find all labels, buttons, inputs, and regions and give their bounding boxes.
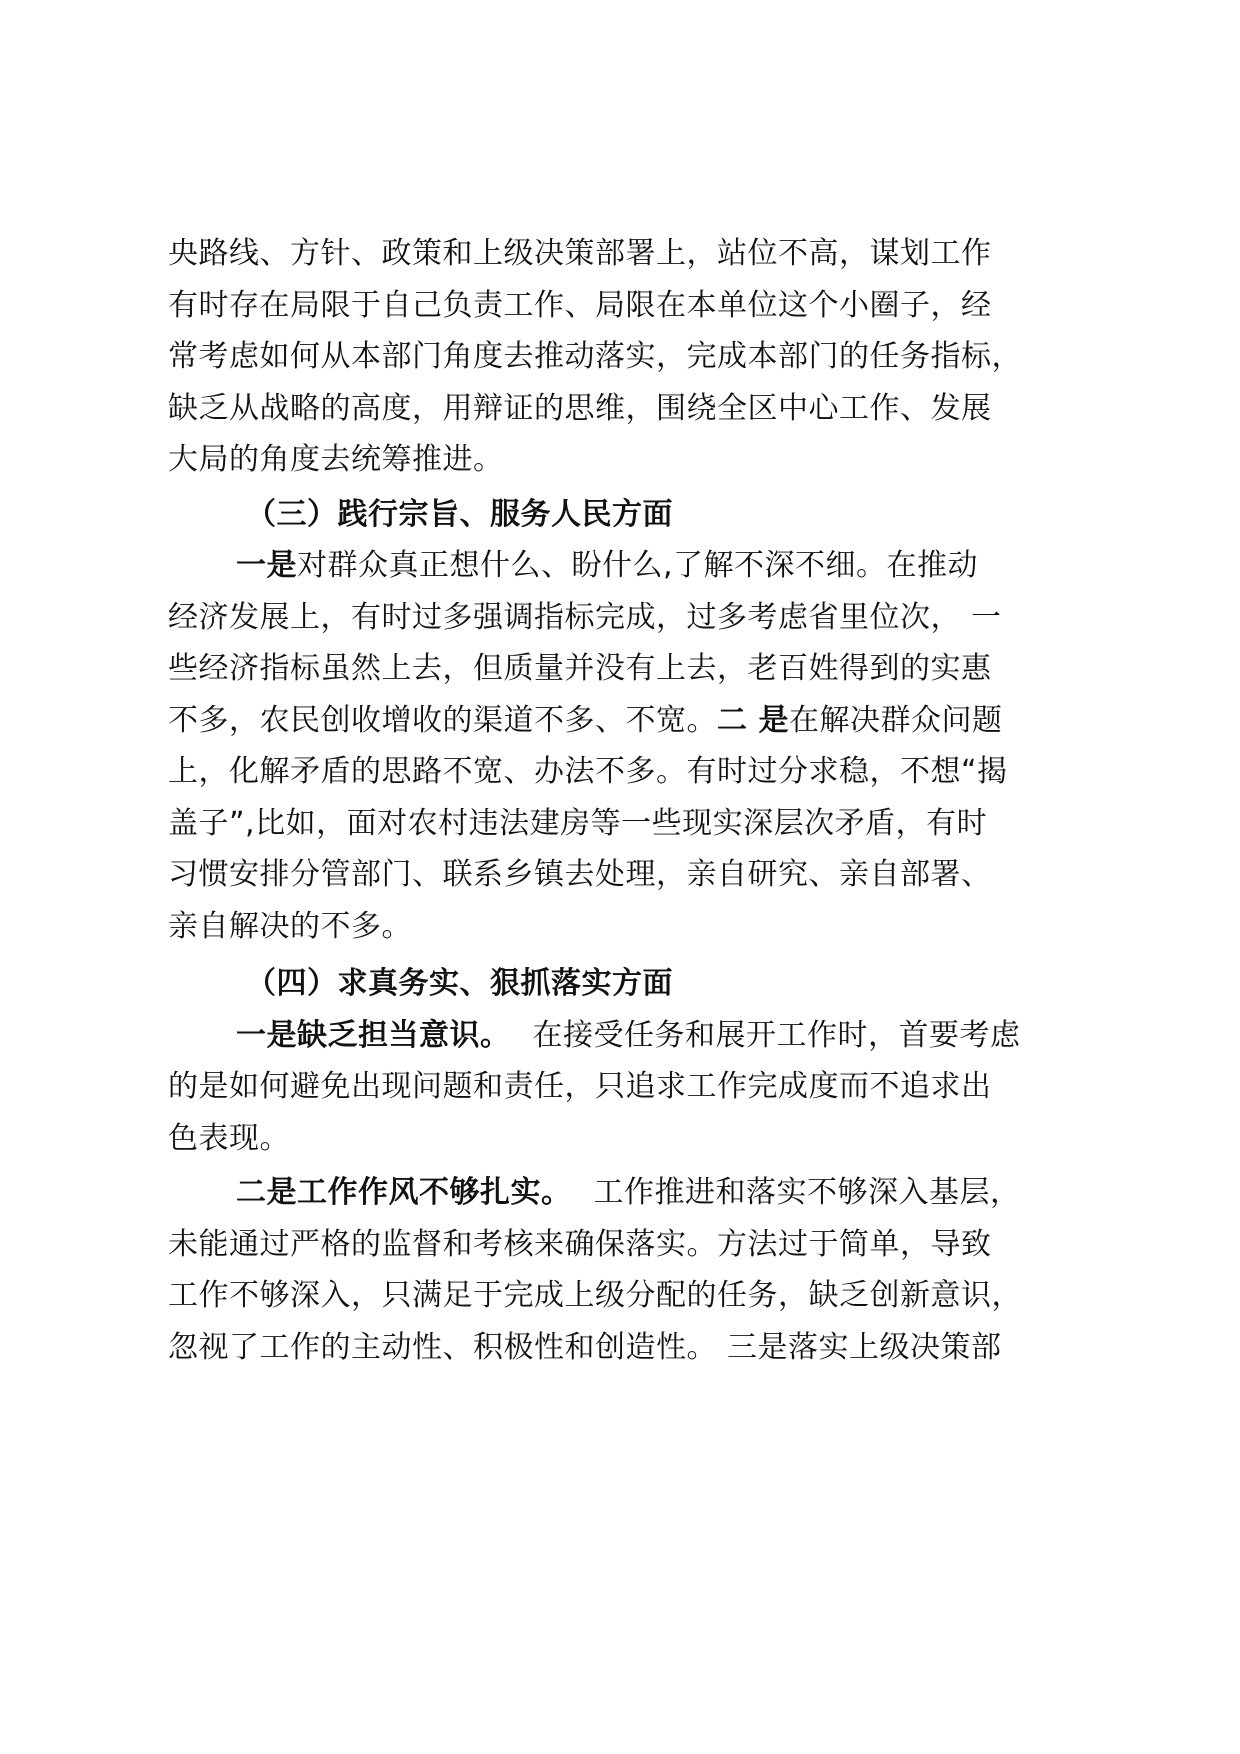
- paragraph-4-line-2: 的是如何避免出现问题和责任，只追求工作完成度而不追求出: [168, 1069, 992, 1104]
- paragraph-3-line-5: 上，化解矛盾的思路不宽、办法不多。有时过分求稳，不想“揭: [168, 754, 1008, 789]
- paragraph-3-line-4: [168, 695, 1108, 747]
- paragraph-5-line-4: [168, 1322, 1108, 1374]
- paragraph-text: 在接受任务和展开工作时，首要考虑: [532, 1017, 1021, 1053]
- paragraph-text: 忽视了工作的主动性、积极性和创造性。: [168, 1329, 717, 1365]
- emphasis-text: 一是: [236, 548, 297, 583]
- paragraph-text: 对群众真正想什么、盼什么,了解不深不细。在推动: [297, 548, 979, 583]
- paragraph-3-line-7: 习惯安排分管部门、联系乡镇去处理，亲自研究、亲自部署、: [168, 857, 992, 892]
- paragraph-3-line-6: 盖子”,比如，面对农村违法建房等一些现实深层次矛盾，有时: [168, 805, 988, 841]
- paragraph-5-line-3: 工作不够深入，只满足于完成上级分配的任务，缺乏创新意识，: [168, 1278, 1022, 1313]
- paragraph-3-line-2: 经济发展上，有时过多强调指标完成，过多考虑省里位次， 一: [168, 599, 1002, 635]
- section-heading-3: （三）践行宗旨、服务人民方面: [246, 496, 673, 532]
- paragraph-text: 工作推进和落实不够深入基层，: [593, 1175, 1021, 1210]
- paragraph-text: 不多，农民创收增收的渠道不多、不宽。: [168, 702, 717, 738]
- text-line-4: 缺乏从战略的高度，用辩证的思维，围绕全区中心工作、发展: [168, 390, 992, 426]
- section-heading-4: （四）求真务实、狠抓落实方面: [246, 966, 673, 1001]
- paragraph-3-line-1: [168, 540, 1108, 592]
- paragraph-5-line-1: [168, 1167, 1108, 1219]
- emphasis-text: 一是缺乏担当意识。: [236, 1017, 511, 1053]
- text-line-1: 央路线、方针、政策和上级决策部署上，站位不高，谋划工作: [168, 236, 992, 271]
- emphasis-text: 二 是: [717, 702, 789, 738]
- paragraph-5-line-2: 未能通过严格的监督和考核来确保落实。方法过于简单，导致: [168, 1226, 992, 1262]
- paragraph-text: 三是落实上级决策部: [727, 1329, 1002, 1365]
- emphasis-text: 二是工作作风不够扎实。: [236, 1175, 572, 1210]
- paragraph-text: 在解决群众问题: [788, 702, 1003, 738]
- document-body: [168, 228, 1108, 1373]
- paragraph-4-line-1: [168, 1010, 1108, 1062]
- paragraph-3-line-3: 些经济指标虽然上去，但质量并没有上去，老百姓得到的实惠: [168, 651, 992, 686]
- text-line-3: 常考虑如何从本部门角度去推动落实，完成本部门的任务指标，: [168, 339, 1022, 374]
- text-line-5: 大局的角度去统筹推进。: [168, 442, 504, 477]
- paragraph-4-line-3: 色表现。: [168, 1120, 290, 1156]
- paragraph-3-line-8: 亲自解决的不多。: [168, 908, 412, 944]
- text-line-2: 有时存在局限于自己负责工作、局限在本单位这个小圈子，经: [168, 287, 992, 323]
